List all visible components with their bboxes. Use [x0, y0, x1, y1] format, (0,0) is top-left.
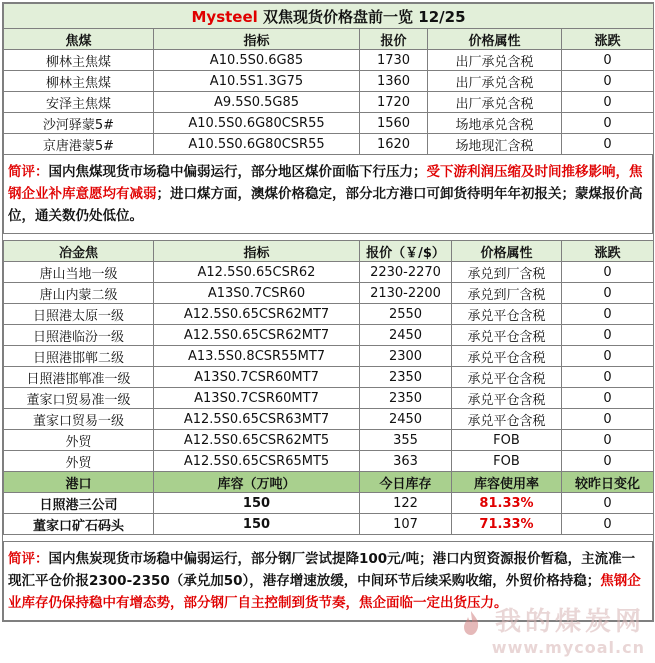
price-sheet [2, 2, 654, 622]
table-cell: 1560 [360, 113, 428, 134]
header-cell: 库容使用率 [452, 472, 562, 493]
coal-comment [3, 155, 653, 234]
table-cell: A13S0.7CSR60 [154, 283, 360, 304]
header-cell: 指标 [154, 241, 360, 262]
table-cell: 承兑到厂含税 [452, 262, 562, 283]
table-row [4, 346, 654, 367]
stock-header [4, 472, 654, 493]
header-cell: 报价（￥/$） [360, 241, 452, 262]
table-cell: A12.5S0.65CSR65MT5 [154, 451, 360, 472]
table-cell: 1720 [360, 92, 428, 113]
table-cell: 唐山当地一级 [4, 262, 154, 283]
table-cell: A10.5S0.6G80CSR55 [154, 113, 360, 134]
header-cell: 价格属性 [428, 29, 562, 50]
table-cell: 81.33% [452, 493, 562, 514]
table-cell: 2130-2200 [360, 283, 452, 304]
table-cell: 0 [562, 134, 654, 155]
table-cell: 日照港邯郸准一级 [4, 367, 154, 388]
table-cell: A13S0.7CSR60MT7 [154, 367, 360, 388]
table-cell: 外贸 [4, 451, 154, 472]
table-cell: 承兑平仓含税 [452, 367, 562, 388]
table-row [4, 262, 654, 283]
table-row [4, 92, 654, 113]
table-cell: 出厂承兑含税 [428, 71, 562, 92]
header-cell: 涨跌 [562, 29, 654, 50]
table-cell: 承兑平仓含税 [452, 304, 562, 325]
table-cell: 唐山内蒙二级 [4, 283, 154, 304]
comment-highlight: 焦钢企业库存仍保持稳中有增态势，部分钢厂自主控制到货节奏，焦企面临一定出货压力。 [8, 573, 641, 611]
table-cell: 0 [562, 367, 654, 388]
table-cell: FOB [452, 451, 562, 472]
table-cell: 安泽主焦煤 [4, 92, 154, 113]
header-cell: 指标 [154, 29, 360, 50]
table-cell: 承兑平仓含税 [452, 325, 562, 346]
table-cell: 承兑平仓含税 [452, 409, 562, 430]
table-cell: 0 [562, 451, 654, 472]
table-cell: 场地承兑含税 [428, 113, 562, 134]
table-row [4, 134, 654, 155]
table-cell: 出厂承兑含税 [428, 50, 562, 71]
header-cell: 今日库存 [360, 472, 452, 493]
table-cell: 1730 [360, 50, 428, 71]
table-cell: A13.5S0.8CSR55MT7 [154, 346, 360, 367]
header-cell: 焦煤 [4, 29, 154, 50]
table-cell: 承兑平仓含税 [452, 388, 562, 409]
coking-coal-table [3, 3, 654, 155]
table-cell: 0 [562, 50, 654, 71]
table-cell: 日照港太原一级 [4, 304, 154, 325]
title-date: 12/25 [418, 7, 466, 26]
header-cell: 港口 [4, 472, 154, 493]
header-cell: 报价 [360, 29, 428, 50]
table-cell: 0 [562, 325, 654, 346]
table-row [4, 113, 654, 134]
table-row [4, 304, 654, 325]
stock-row [4, 493, 654, 514]
table-cell: 2550 [360, 304, 452, 325]
table-cell: A10.5S1.3G75 [154, 71, 360, 92]
table-cell: 外贸 [4, 430, 154, 451]
table-cell: 0 [562, 262, 654, 283]
table-cell: 承兑平仓含税 [452, 346, 562, 367]
table-cell: A12.5S0.65CSR62 [154, 262, 360, 283]
header-cell: 价格属性 [452, 241, 562, 262]
table-cell: 2230-2270 [360, 262, 452, 283]
table-cell: A13S0.7CSR60MT7 [154, 388, 360, 409]
table-cell: 承兑到厂含税 [452, 283, 562, 304]
table-cell: 柳林主焦煤 [4, 71, 154, 92]
table-cell: 0 [562, 304, 654, 325]
comment-text: 国内焦炭现货市场稳中偏弱运行，部分钢厂尝试提降100元/吨；港口内贸资源报价暂稳，主流准一现汇平仓价报2300-2350（承兑加50），港存增速放缓，中间环节后续采购收缩，外贸价格持稳； [8, 551, 636, 589]
table-row [4, 367, 654, 388]
table-cell: 122 [360, 493, 452, 514]
coke-comment [3, 541, 653, 621]
table-cell: 355 [360, 430, 452, 451]
table-cell: A12.5S0.65CSR63MT7 [154, 409, 360, 430]
table-row [4, 71, 654, 92]
table-row [4, 50, 654, 71]
table-cell: A9.5S0.5G85 [154, 92, 360, 113]
table-cell: 0 [562, 71, 654, 92]
stock-rows [4, 493, 654, 535]
coke-table [3, 240, 654, 535]
table-cell: 日照港三公司 [4, 493, 154, 514]
header-cell: 库容（万吨） [154, 472, 360, 493]
table-cell: 0 [562, 283, 654, 304]
coking-coal-rows [4, 50, 654, 155]
table-cell: 1360 [360, 71, 428, 92]
table-row [4, 325, 654, 346]
table-cell: 沙河驿蒙5# [4, 113, 154, 134]
table-cell: 1620 [360, 134, 428, 155]
table-cell: 150 [154, 493, 360, 514]
coking-coal-header [4, 29, 654, 50]
header-cell: 冶金焦 [4, 241, 154, 262]
table-row [4, 283, 654, 304]
table-cell: 日照港邯郸二级 [4, 346, 154, 367]
table-cell: 0 [562, 409, 654, 430]
table-cell: 0 [562, 493, 654, 514]
table-cell: 2300 [360, 346, 452, 367]
table-cell: 0 [562, 346, 654, 367]
comment-label: 简评： [8, 164, 49, 180]
table-cell: 2350 [360, 388, 452, 409]
table-cell: 0 [562, 514, 654, 535]
table-cell: 0 [562, 430, 654, 451]
table-cell: A10.5S0.6G80CSR55 [154, 134, 360, 155]
table-cell: FOB [452, 430, 562, 451]
comment-text: ；进口煤方面，澳煤价格稳定，部分北方港口可卸货待明年年初报关；蒙煤报价高位，通关数仍处低位。 [8, 186, 643, 224]
table-cell: 2450 [360, 409, 452, 430]
watermark-url: www.mycoal.cn [491, 638, 645, 657]
header-cell: 涨跌 [562, 241, 654, 262]
table-cell: 董家口贸易准一级 [4, 388, 154, 409]
table-cell: 2450 [360, 325, 452, 346]
table-cell: 0 [562, 92, 654, 113]
sheet-title [4, 4, 654, 29]
comment-highlight: 受下游利润压缩及时间推移影响，焦钢企业补库意愿均有减弱 [8, 164, 643, 202]
coke-rows [4, 262, 654, 472]
table-row [4, 409, 654, 430]
table-cell: 场地现汇含税 [428, 134, 562, 155]
table-cell: A12.5S0.65CSR62MT7 [154, 325, 360, 346]
brand-name: Mysteel [191, 7, 258, 26]
table-cell: 董家口贸易一级 [4, 409, 154, 430]
table-cell: 363 [360, 451, 452, 472]
stock-row [4, 514, 654, 535]
table-cell: 董家口矿石码头 [4, 514, 154, 535]
table-cell: 柳林主焦煤 [4, 50, 154, 71]
comment-label: 简评： [8, 551, 49, 567]
title-text: 双焦现货价格盘前一览 [263, 7, 414, 26]
table-row [4, 451, 654, 472]
watermark-text: 我的煤炭网 [494, 607, 645, 637]
table-cell: 150 [154, 514, 360, 535]
table-cell: 0 [562, 113, 654, 134]
table-row [4, 388, 654, 409]
table-cell: 日照港临汾一级 [4, 325, 154, 346]
table-cell: A10.5S0.6G85 [154, 50, 360, 71]
table-cell: A12.5S0.65CSR62MT7 [154, 304, 360, 325]
table-cell: 107 [360, 514, 452, 535]
table-cell: 71.33% [452, 514, 562, 535]
header-cell: 较昨日变化 [562, 472, 654, 493]
table-cell: A12.5S0.65CSR62MT5 [154, 430, 360, 451]
table-cell: 京唐港蒙5# [4, 134, 154, 155]
table-cell: 2350 [360, 367, 452, 388]
comment-text: 国内焦煤现货市场稳中偏弱运行，部分地区煤价面临下行压力； [48, 164, 427, 180]
table-cell: 出厂承兑含税 [428, 92, 562, 113]
coke-header [4, 241, 654, 262]
table-row [4, 430, 654, 451]
title-row [4, 4, 654, 29]
table-cell: 0 [562, 388, 654, 409]
